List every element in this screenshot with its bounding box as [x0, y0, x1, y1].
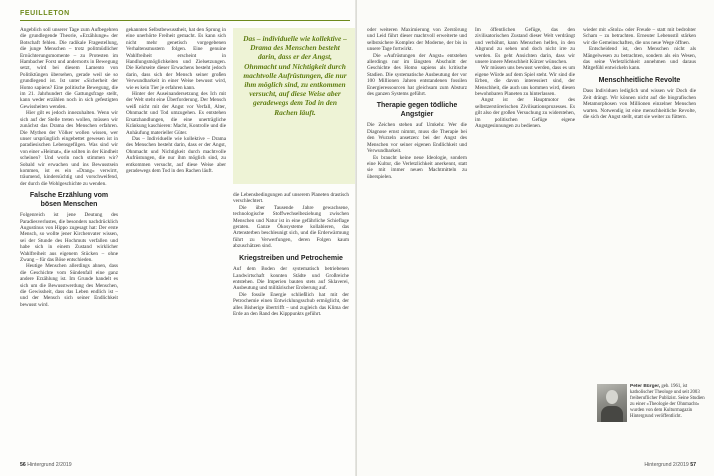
paragraph: Auf dem Boden der systematisch betriebenen Landwirtschaft konnten Städte und Großreiche entstehen. Die Imperien bauten stets auf Sklaverei, Ausbeutung und militärischer Eroberung auf.	[233, 266, 349, 292]
paragraph: Entscheidend ist, den Menschen nicht als Mängelwesen zu betrachten, sondern als ein Wesen, das seine Verletzlichkeit annehmen und daraus Mitgefühl entwickeln kann.	[583, 46, 696, 72]
author-photo-body	[601, 406, 623, 422]
paragraph: Heutige Menschen allerdings ahnen, dass die Geschichte vom Sündenfall eine ganz andere Erzählung ist. Im Grunde handelt es sich um die Bewusstwerdung des Menschen, die Gewissheit, dass das Leben endlich ist – und der Mensch sich seiner Endlichkeit bewusst wird.	[20, 263, 118, 308]
paragraph: Angst ist der Hauptmotor des selbstzerstörerischen Zivilisationsprozesses. Es gilt also der großen Versuchung zu widerstehen, im politischen Gefüge eigene Angstgesinnungen zu bedienen.	[475, 97, 575, 130]
subheading: Menschheitliche Revolte	[598, 76, 681, 84]
right-folio	[644, 462, 696, 468]
paragraph: Wir müssen uns bewusst werden, dass es um eigene Würde auf dem Spiel steht. Wir sind die Erben, die davon interessiert sind, der Menschheit, die auch uns kommen wird, diesen bewohnbaren Planeten zu hinterlassen.	[475, 65, 575, 98]
author-photo-head	[606, 390, 618, 404]
paragraph: Das – Individuelle wie kollektive – Drama des Menschen besteht darin, dass er der Angst, Ohnmacht und Nichtigkeit durch machtvolle Aufrüstungen, die nur ihm möglich sind, zu entkommen versucht, auf diese Weise aber geradewegs dem Tod in den Rachen läuft.	[126, 135, 226, 174]
left-folio	[20, 462, 72, 468]
paragraph: die Lebensbedingungen auf unserem Planeten drastisch verschlechtert.	[233, 192, 349, 205]
pull-quote: Das – individuelle wie kollektive – Drama des Menschen besteht darin, dass er der Angst, Ohnmacht und Nichtigkeit durch machtvolle Aufrüstungen, die nur ihm möglich sind, zu entkommen versucht, auf diese Weise aber geradewegs dem Tod in den Rachen läuft.	[243, 34, 347, 117]
paragraph: Die über Tausende Jahre gewachsene, technologische Stoffwechselbeziehung zwischen Menschen und Natur ist in eine gefährliche Schieflage geraten. Ganze Ökosysteme kollabieren, das Artensterben beschleunigt sich, und die Erderwärmung führt zu Verwerfungen, deren Folgen kaum abzuschätzen sind.	[233, 204, 349, 250]
author-name: Peter Bürger,	[630, 384, 661, 389]
paragraph: Die Zeichen stehen auf Umkehr. Wer die Diagnose ernst nimmt, muss die Therapie bei den Wurzeln ansetzen: bei der Angst des Menschen vor seiner eigenen Endlichkeit und Verwundbarkeit.	[367, 122, 467, 155]
page-number: 56	[20, 462, 26, 468]
section-tag: FEUILLETON	[20, 10, 70, 17]
paragraph: Die fossile Energie schließlich hat mit der Petrochemie einen Entwicklungsschub ermöglicht, der alles Bisherige übertrifft – und zugleich das Klima der Erde an den Rand des Kipppunkts geführt.	[233, 291, 349, 317]
left-column-3	[233, 192, 349, 457]
left-column-2	[126, 27, 226, 457]
right-column-3	[583, 27, 696, 377]
subheading: Falsche Erzählung vom bösen Menschen	[29, 192, 109, 208]
subheading: Therapie gegen tödliche Angstgier	[376, 102, 458, 118]
author-photo	[597, 384, 627, 422]
author-box	[630, 384, 706, 420]
subheading: Kriegstreiben und Petrochemie	[239, 254, 343, 262]
paragraph: Dass Individuen lediglich und wissen wir Doch die Zeit drängt. Wir können nicht auf die biografischen Metamorphosen von Millionen einzelner Menschen warten. Notwendig ist eine menschheitliche Revolte, die sich der Angst stellt, statt sie weiter zu füttern.	[583, 88, 696, 120]
paragraph: Es braucht keine neue Ideologie, sondern eine Kultur, die Verletzlichkeit anerkennt, statt sie mit immer neuen Machtmitteln zu überspielen.	[367, 154, 467, 180]
paragraph: Hinter der Auseinandersetzung des Ich mit der Welt steht eine Überforderung. Der Mensch weiß nicht mit der Angst vor Verfall, Alter, Ohnmacht und Tod umzugehen. Es entstehen Ersatzhandlungen, die eine unerträgliche Kränkung kaschieren: Macht, Kontrolle und die Anhäufung materieller Güter.	[126, 91, 226, 136]
issue-label: Hintergrund 2/2019	[27, 462, 72, 468]
section-rule	[20, 20, 350, 21]
paragraph: Die »Aufrüstungen der Angst« entstehen allerdings nur im längsten Abschnitt der Geschichte des Homo sapiens als kritische Stadien. Die systematische Ausbeutung der vor 100 Millionen Jahren entstandenen fossilen Energieressourcen hat gleichsam zum Absturz des ganzen Systems geführt.	[367, 52, 467, 98]
author-bio: geb. 1961, ist katholischer Theologe und seit 2003 freiberuflicher Publizist. Seine Studien zu einer »Theologie der Ohnmacht« wurden von dem Kulturmagazin Hintergrund veröffentlicht.	[630, 384, 705, 419]
paragraph: oder weiteren Maximierung von Zerstörung und Leid führt dieser machtvoll erweiterte und selbstsichere Komplex der Moderne, der bis in unsere Tage fortwirkt.	[367, 27, 467, 53]
paragraph: Im öffentlichen Gefüge, das den zivilisatorischen Zustand dieser Welt verdrängt und verhöhnt, kann Menschen helfen, in den Abgrund zu sehen und doch nicht irre zu werden. Es geht Ansichten darin, dass wir unsere innere Menschheit Kürzer wünschen.	[475, 27, 575, 66]
left-column-1	[20, 27, 118, 457]
paragraph: gekannten Selbstbewusstheit, hat den Sprung in eine unerhörte Freiheit gemacht. Es kann sich nicht mehr genetisch vorgegebenen Verhaltensmustern folgen. Eine genuine Wahlfreiheit erscheint in Handlungsmöglichkeiten und Zielsetzungen. Die Kehrseite dieser Erwachens besteht jedoch darin, dass sich der Mensch seiner großen Verwundbarkeit in einer Weise bewusst wird, wie es kein Tier je erfahren kann.	[126, 27, 226, 91]
right-column-1	[367, 27, 467, 457]
paragraph: wieder mit »Stolz« oder Freude – statt mit bedrohter Scham – zu betrachten. Erneuter Lebensstil stärken wir die Gemeinschaften, die uns neue Wege öffnen.	[583, 27, 696, 46]
paragraph: Angeblich soll unserer Tage zum Aufbegehren die grundlegende Theorie, »Erzählunge« der Botschaft fehlen. Die radikale Fragestellung, die junge Menschen – trotz politmüdlicher Ernüchterungsmomente – zu Protesten im Hambacher Forst und andernorts in Bewegung setzt, wird bei diesem Lamento von Politiktüngen übersehen, gerade weil sie so grundlegend ist. Ist unter »Sicherheit der Homo sapiens? Eine politische Bewegung, die im 21. Jahrhundert die Gattungsfrage stellt, kann weder erzählen noch in sich gefestigten Gewissheiten wenden.	[20, 27, 118, 110]
page-number: 57	[690, 462, 696, 468]
issue-label: Hintergrund 2/2019	[644, 462, 689, 468]
pull-quote-box	[233, 28, 357, 184]
paragraph: Folgenreich ist jene Deutung des Paradiesverlustes, die besonders nachdrücklich Augustinus von Hippo zugesagt hat: Der erste Mensch, so wollte jener Kirchenvater wissen, sei der Stunde des Hochmuts verfallen und habe sich in einem Zustand wirklicher Wahlfreiheit aus eigenem Stücken – ohne Zwang – für das Böse entschieden.	[20, 212, 118, 263]
right-column-2	[475, 27, 575, 457]
paragraph: Hier gilt es jedoch innezuhalten. Wenn wir sich auf der Stelle treten wollen, müssen wir zunächst das Drama des Menschen erfahren. Die Mythen der Völker wollen wissen, wer unser ursprünglich eingebettet gewesen ist in paradiesischen Lebensgefilgen. Was sind wir von einer »Heimat«, die sollten in der Kindheit scheinen? Und worin noch stimmen wir? Sobald wir erwachen und ins Bewusstsein kommen, ist es ein »Drang« verwirrt, träumend, kindersüchtig und vorschweifend, der durch die Wohlgeschichte zu wenden.	[20, 110, 118, 187]
